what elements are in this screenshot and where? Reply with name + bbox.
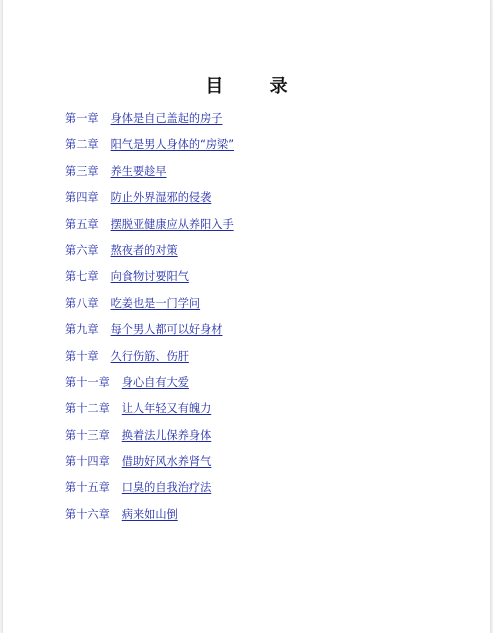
- toc-link-15[interactable]: [65, 481, 211, 494]
- chapter-title: 摆脱亚健康应从养阳入手: [110, 217, 234, 231]
- toc-list: [65, 109, 445, 531]
- toc-entry: [65, 188, 445, 214]
- chapter-number: 第十三章: [65, 428, 110, 442]
- toc-entry: [65, 426, 445, 452]
- toc-entry: [65, 320, 445, 346]
- toc-link-11[interactable]: [65, 376, 189, 389]
- toc-link-4[interactable]: [65, 191, 211, 204]
- toc-link-7[interactable]: [65, 270, 189, 283]
- toc-entry: [65, 294, 445, 320]
- toc-link-8[interactable]: [65, 297, 200, 310]
- toc-entry: [65, 162, 445, 188]
- chapter-number: 第二章: [65, 138, 99, 152]
- toc-entry: [65, 478, 445, 504]
- chapter-number: 第六章: [65, 243, 99, 257]
- chapter-number: 第四章: [65, 191, 99, 205]
- toc-entry: [65, 215, 445, 241]
- chapter-title: 病来如山倒: [121, 507, 178, 521]
- chapter-title: 让人年轻又有魄力: [121, 402, 212, 416]
- toc-link-3[interactable]: [65, 165, 167, 178]
- toc-link-12[interactable]: [65, 402, 211, 415]
- chapter-number: 第七章: [65, 270, 99, 284]
- toc-link-10[interactable]: [65, 350, 189, 363]
- chapter-number: 第十二章: [65, 402, 110, 416]
- toc-link-2[interactable]: [65, 138, 234, 151]
- toc-link-9[interactable]: [65, 323, 222, 336]
- chapter-number: 第五章: [65, 217, 99, 231]
- chapter-title: 吃姜也是一门学问: [110, 296, 201, 310]
- toc-entry: [65, 505, 445, 531]
- toc-entry: [65, 135, 445, 161]
- chapter-title: 向食物讨要阳气: [110, 270, 189, 284]
- chapter-number: 第十章: [65, 349, 99, 363]
- toc-title: 目 录: [205, 76, 308, 97]
- chapter-title: 防止外界湿邪的侵袭: [110, 191, 212, 205]
- chapter-title: 换着法儿保养身体: [121, 428, 212, 442]
- chapter-number: 第八章: [65, 296, 99, 310]
- toc-entry: [65, 241, 445, 267]
- chapter-title: 阳气是男人身体的“房梁”: [110, 138, 235, 152]
- toc-entry: [65, 267, 445, 293]
- chapter-title: 熬夜者的对策: [110, 243, 178, 257]
- chapter-title: 久行伤筋、伤肝: [110, 349, 189, 363]
- chapter-number: 第九章: [65, 323, 99, 337]
- chapter-title: 借助好风水养肾气: [121, 455, 212, 469]
- toc-link-1[interactable]: [65, 112, 222, 125]
- chapter-number: 第一章: [65, 112, 99, 125]
- chapter-number: 第十五章: [65, 481, 110, 495]
- chapter-number: 第十四章: [65, 455, 110, 469]
- chapter-number: 第十六章: [65, 507, 110, 521]
- chapter-title: 养生要趁早: [110, 164, 167, 178]
- toc-link-16[interactable]: [65, 508, 178, 521]
- toc-entry: [65, 347, 445, 373]
- chapter-title: 身心自有大爱: [121, 375, 189, 389]
- toc-entry: [65, 109, 445, 135]
- chapter-number: 第三章: [65, 164, 99, 178]
- chapter-title: 每个男人都可以好身材: [110, 323, 223, 337]
- toc-entry: [65, 373, 445, 399]
- toc-link-13[interactable]: [65, 429, 211, 442]
- toc-link-14[interactable]: [65, 455, 211, 468]
- toc-link-6[interactable]: [65, 244, 178, 257]
- chapter-title: 身体是自己盖起的房子: [110, 112, 223, 125]
- toc-link-5[interactable]: [65, 218, 234, 231]
- toc-entry: [65, 452, 445, 478]
- chapter-number: 第十一章: [65, 375, 110, 389]
- document-page: [3, 0, 490, 633]
- chapter-title: 口臭的自我治疗法: [121, 481, 212, 495]
- toc-entry: [65, 399, 445, 425]
